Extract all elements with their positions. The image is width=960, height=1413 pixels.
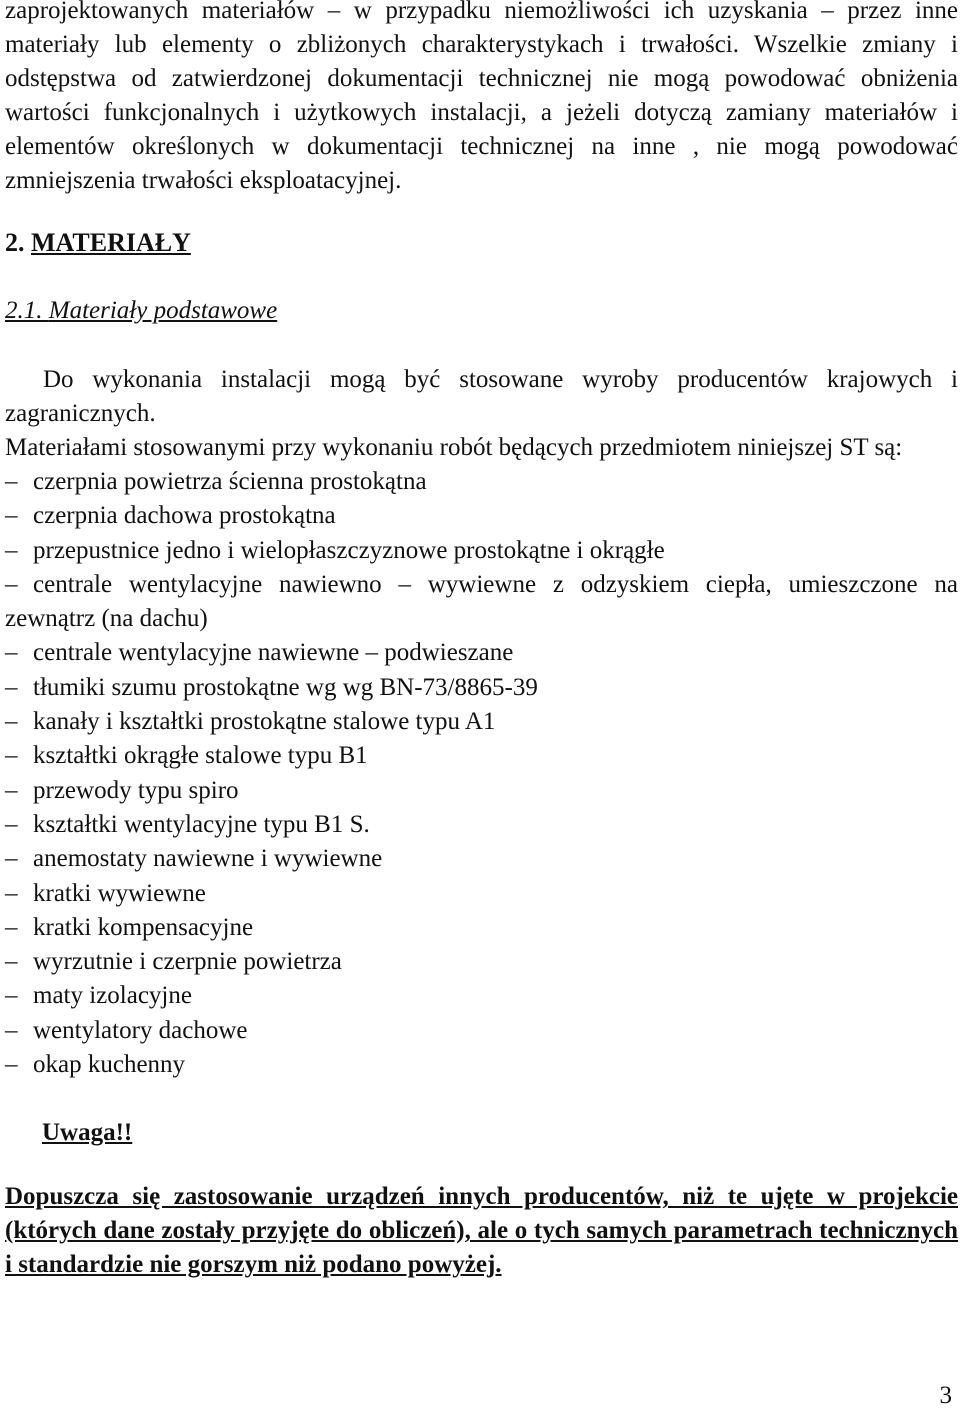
list-item: [5, 465, 958, 499]
list-item-text: kształtki okrągłe stalowe typu B1: [33, 742, 368, 770]
list-item-text: wentylatory dachowe: [33, 1016, 248, 1044]
list-item-text: okap kuchenny: [33, 1051, 186, 1079]
list-item: [5, 705, 958, 739]
dash-bullet: –: [5, 536, 18, 564]
list-item: [5, 877, 958, 911]
list-item: [5, 842, 958, 876]
list-item-text: kratki kompensacyjne: [33, 913, 254, 941]
section-2-1-heading: [5, 294, 958, 328]
list-item-text: centrale wentylacyjne nawiewne – podwieszane: [33, 639, 514, 667]
list-item-text: kształtki wentylacyjne typu B1 S.: [33, 810, 370, 838]
list-item-text: przewody typu spiro: [33, 776, 239, 804]
dash-bullet: –: [5, 879, 18, 907]
dash-bullet: –: [5, 639, 18, 667]
note-paragraph: Dopuszcza się zastosowanie urządzeń innych producentów, niż te ujęte w projekcie (których dane zostały przyjęte do obliczeń), ale o tych samych parametrach technicznych i standardzie nie gorszym niż podano powyżej.: [5, 1183, 958, 1279]
list-item-text: tłumiki szumu prostokątne wg wg BN-73/8865-39: [33, 673, 538, 701]
list-item: [5, 945, 958, 979]
list-item: [5, 671, 958, 705]
list-item: [5, 568, 958, 637]
materials-list: [5, 465, 958, 1082]
dash-bullet: –: [5, 776, 18, 804]
list-item: [5, 534, 958, 568]
dash-bullet: –: [5, 468, 18, 495]
dash-bullet: –: [5, 845, 18, 873]
section-2-1-number: 2.1.: [5, 297, 43, 324]
list-item-text: przepustnice jedno i wielopłaszczyznowe prostokątne i okrągłe: [33, 536, 665, 564]
page-number: 3: [939, 1382, 952, 1409]
list-item: [5, 499, 958, 533]
list-item-text: kanały i kształtki prostokątne stalowe typu A1: [33, 708, 496, 736]
document-page: [5, 0, 958, 1307]
note-heading: Uwaga!!: [42, 1119, 133, 1147]
list-item-text: czerpnia dachowa prostokątna: [33, 502, 336, 530]
dash-bullet: –: [5, 982, 18, 1010]
list-item: [5, 636, 958, 670]
paragraph-manufacturers: Do wykonania instalacji mogą być stosowane wyroby producentów krajowych i zagranicznych.: [5, 366, 958, 427]
dash-bullet: –: [5, 948, 18, 976]
list-item: [5, 979, 958, 1013]
dash-bullet: –: [5, 742, 18, 770]
list-item-text: wyrzutnie i czerpnie powietrza: [33, 948, 342, 976]
list-item: [5, 739, 958, 773]
list-item-text: centrale wentylacyjne nawiewno – wywiewne z odzyskiem ciepła, umieszczone na zewnątrz (na dachu): [5, 570, 958, 633]
list-item: [5, 774, 958, 808]
section-2-number: 2.: [5, 228, 25, 257]
list-item-text: czerpnia powietrza ścienna prostokątna: [33, 468, 427, 495]
dash-bullet: –: [5, 913, 18, 941]
list-item: [5, 911, 958, 945]
intro-paragraph: zaprojektowanych materiałów – w przypadku niemożliwości ich uzyskania – przez inne materiały lub elementy o zbliżonych charakterystykach i trwałości. Wszelkie zmiany i odstępstwa od zatwierdzonej dokumentacji technicznej nie mogą powodować obniżenia wartości funkcjonalnych i użytkowych instalacji, a jeżeli dotyczą zamiany materiałów i elementów określonych w dokumentacji technicznej na inne , nie mogą powodować zmniejszenia trwałości eksploatacyjnej.: [5, 0, 958, 194]
list-item: [5, 1048, 958, 1082]
list-item-text: maty izolacyjne: [33, 982, 192, 1010]
list-item: [5, 808, 958, 842]
dash-bullet: –: [5, 502, 18, 530]
list-item: [5, 1014, 958, 1048]
section-2-1-title: Materiały podstawowe: [48, 297, 278, 324]
section-2-title: MATERIAŁY: [31, 228, 191, 257]
list-item-text: anemostaty nawiewne i wywiewne: [33, 845, 383, 873]
dash-bullet: –: [5, 673, 18, 701]
dash-bullet: –: [5, 1016, 18, 1044]
dash-bullet: –: [5, 1051, 18, 1079]
section-2-heading: [5, 226, 958, 260]
paragraph-materials-intro: Materiałami stosowanymi przy wykonaniu robót będących przedmiotem niniejszej ST są:: [5, 434, 903, 461]
dash-bullet: –: [5, 810, 18, 838]
list-item-text: kratki wywiewne: [33, 879, 206, 907]
dash-bullet: –: [5, 708, 18, 736]
dash-bullet: –: [5, 570, 18, 598]
